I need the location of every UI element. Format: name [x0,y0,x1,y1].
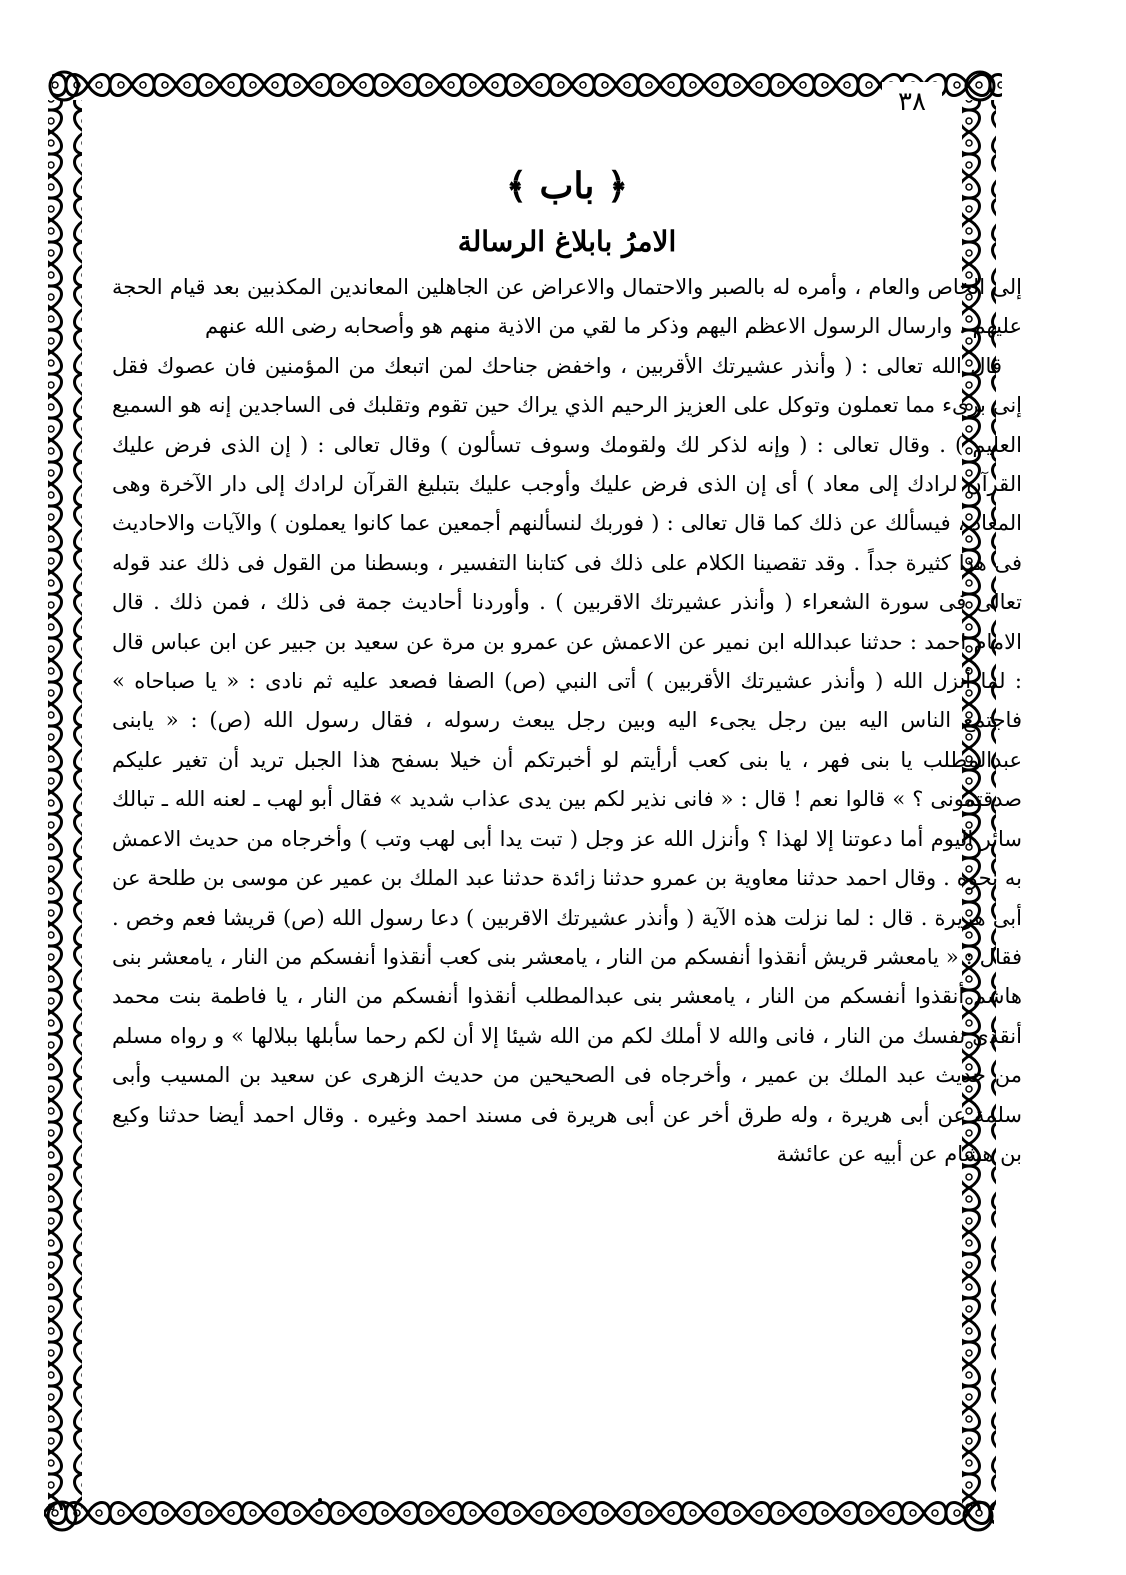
main-paragraph: قال الله تعالى : ( وأنذر عشيرتك الأقربين ، واخفض جناحك لمن اتبعك من المؤمنين فان عصوك فقل إنى برىء مما تعملون وتوكل على العزيز الرحيم الذي يراك حين تقوم وتقلبك فى الساجدين إنه هو السميع العليم ) . وقال تعالى : ( وإنه لذكر لك ولقومك وسوف تسألون ) وقال تعالى : ( إن الذى فرض عليك القرآن لرادك إلى معاد ) أى إن الذى فرض عليك وأوجب عليك بتبليغ القرآن لرادك إلى دار الآخرة وهى المعاد ، فيسألك عن ذلك كما قال تعالى : ( فوربك لنسألنهم أجمعين عما كانوا يعملون ) والآيات والاحاديث فى هذا كثيرة جداً . وقد تقصينا الكلام على ذلك فى كتابنا التفسير ، وبسطنا من القول فى ذلك عند قوله تعالى فى سورة الشعراء ( وأنذر عشيرتك الاقربين ) . وأوردنا أحاديث جمة فى ذلك ، فمن ذلك . قال الامام احمد : حدثنا عبدالله ابن نمير عن الاعمش عن عمرو بن مرة عن سعيد بن جبير عن ابن عباس قال : لما أنزل الله ( وأنذر عشيرتك الأقربين ) أتى النبي (ص) الصفا فصعد عليه ثم نادى : « يا صباحاه » فاجتمع الناس اليه بين رجل يجىء اليه وبين رجل يبعث رسوله ، فقال رسول الله (ص) : « يابنى عبدالمطلب يا بنى فهر ، يا بنى كعب أرأيتم لو أخبرتكم أن خيلا بسفح هذا الجبل تريد أن تغير عليكم صدقتمونى ؟ » قالوا نعم ! قال : « فانى نذير لكم بين يدى عذاب شديد » فقال أبو لهب ـ لعنه الله ـ تبالك سائر اليوم أما دعوتنا إلا لهذا ؟ وأنزل الله عز وجل ( تبت يدا أبى لهب وتب ) وأخرجاه من حديث الاعمش به نحوه . وقال احمد حدثنا معاوية بن عمرو حدثنا زائدة حدثنا عبد الملك بن عمير عن موسى بن طلحة عن أبى هريرة . قال : لما نزلت هذه الآية ( وأنذر عشيرتك الاقربين ) دعا رسول الله (ص) قريشا فعم وخص . فقال : « يامعشر قريش أنقذوا أنفسكم من النار ، يامعشر بنى كعب أنقذوا أنفسكم من النار ، يامعشر بنى هاشم أنقذوا أنفسكم من النار ، يامعشر بنى عبدالمطلب أنقذوا أنفسكم من النار ، يا فاطمة بنت محمد أنقذى نفسك من النار ، فانى والله لا أملك لكم من الله شيئا إلا أن لكم رحما سأبلها ببلالها » و رواه مسلم من حديث عبد الملك بن عمير ، وأخرجاه فى الصحيحين من حديث الزهرى عن سعيد بن المسيب وأبى سلمة عن أبى هريرة ، وله طرق أخر عن أبى هريرة فى مسند احمد وغيره . وقال احمد أيضا حدثنا وكيع بن هشام عن أبيه عن عائشة [112,353,1022,1166]
chapter-heading: ﴿ باب ﴾ [505,165,629,207]
section-title: الامرُ بابلاغ الرسالة [457,225,677,258]
intro-paragraph: إلى الخاص والعام ، وأمره له بالصبر والاحتمال والاعراض عن الجاهلين المعاندين المكذبين بعد قيام الحجة عليهم ، وارسال الرسول الاعظم اليهم وذكر ما لقي من الاذية منهم هو وأصحابه رضى الله عنهم [112,275,1022,339]
ink-dot [318,1498,322,1502]
page-content [112,160,1022,1174]
page-number: ٣٨ [882,82,942,122]
body-text [112,268,1022,1174]
